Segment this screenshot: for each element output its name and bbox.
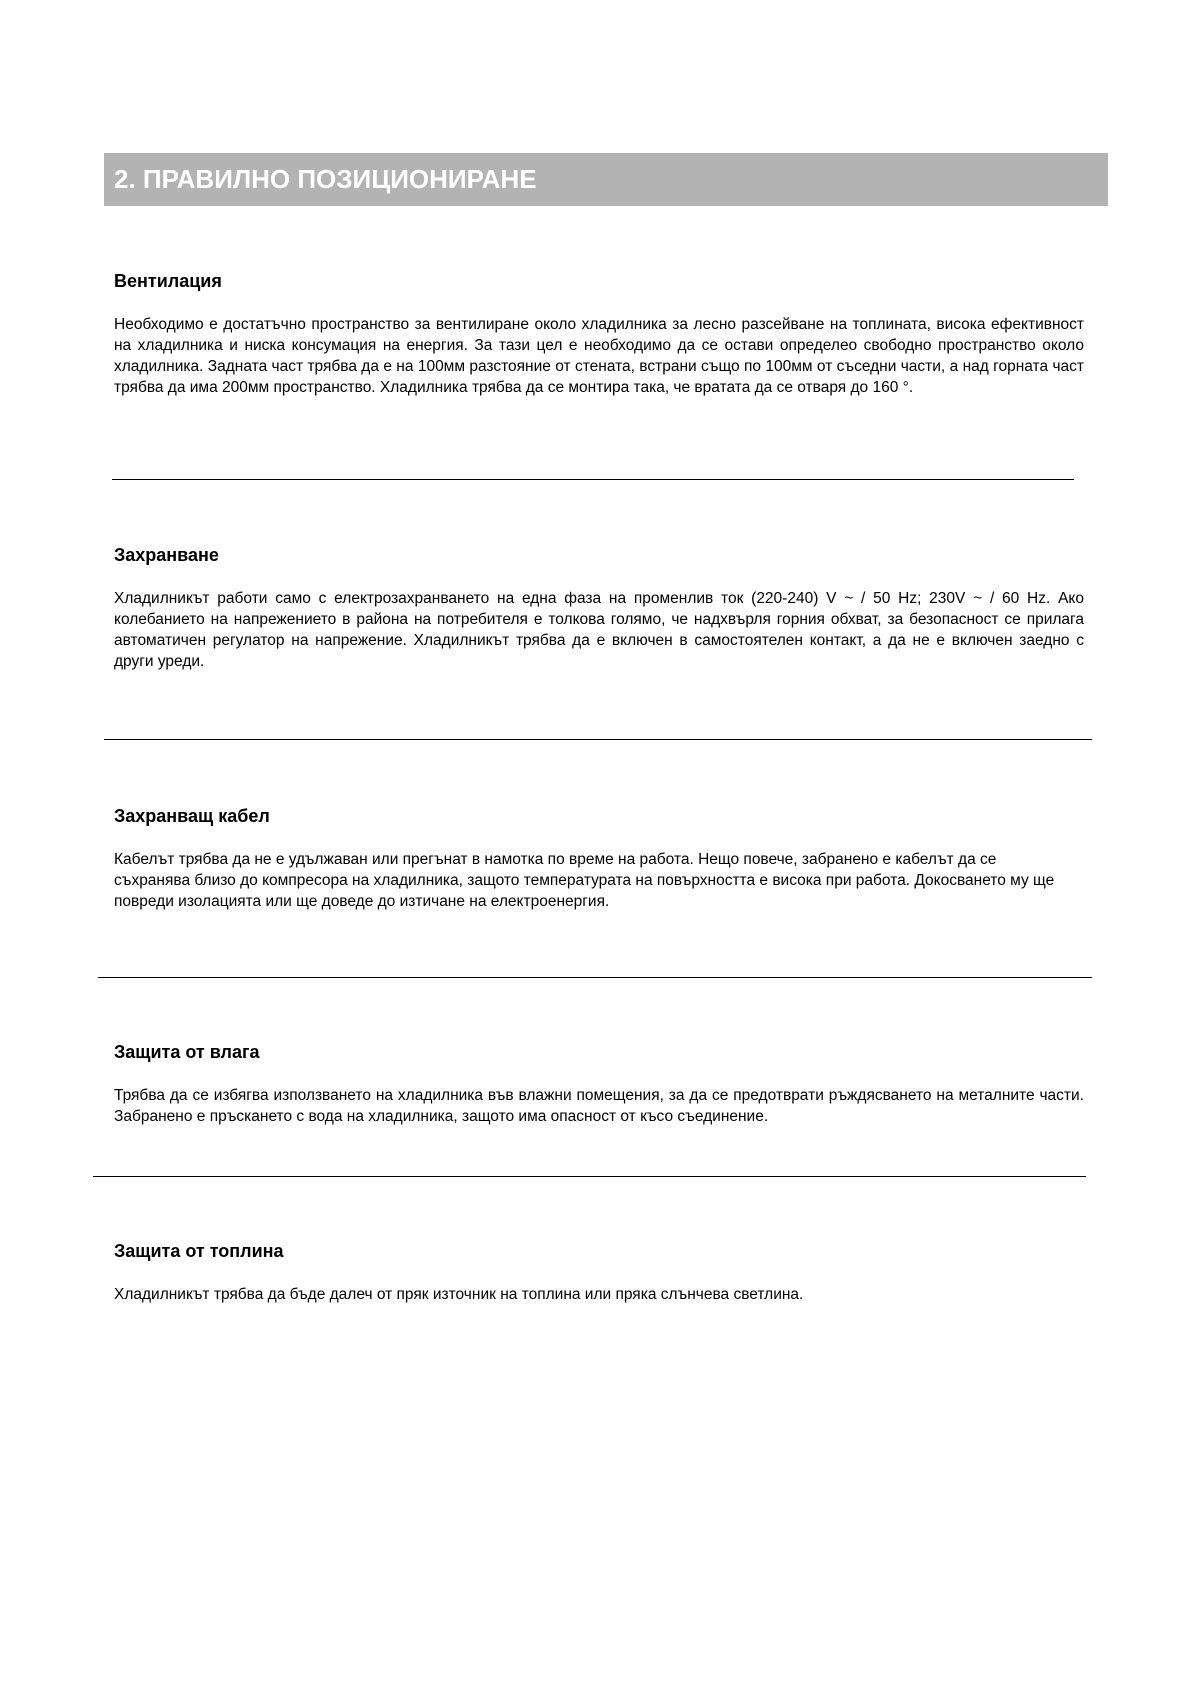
section-heading: Защита от топлина bbox=[114, 1241, 284, 1261]
section-heat-protection bbox=[114, 1240, 1084, 1305]
section-body: Хладилникът работи само с електрозахранването на една фаза на променлив ток (220-240) V ~ / 50 Hz; 230V ~ / 60 Hz. Ако колебанието на напрежението в района на потребителя е толкова голямо, че надхвърля горния обхват, за безопасност се прилага автоматичен регулатор на напрежение. Хладилникът трябва да е включен в самостоятелен контакт, а да не е включен заедно с други уреди. bbox=[114, 590, 1084, 670]
chapter-banner bbox=[104, 153, 1108, 206]
section-divider bbox=[98, 977, 1092, 978]
section-moisture-protection bbox=[114, 1041, 1084, 1127]
section-divider bbox=[112, 479, 1074, 480]
section-ventilation bbox=[114, 270, 1084, 398]
section-heading: Захранващ кабел bbox=[114, 806, 270, 826]
section-body: Хладилникът трябва да бъде далеч от пряк източник на топлина или пряка слънчева светлина. bbox=[114, 1286, 804, 1303]
section-body: Кабелът трябва да не е удължаван или прегънат в намотка по време на работа. Нещо повече, забранено е кабелът да се съхранява близо до компресора на хладилника, защото температурата на повърхността е висока при работа. Докосването му ще повреди изолацията или ще доведе до изтичане на електроенергия. bbox=[114, 851, 1055, 910]
section-heading: Захранване bbox=[114, 545, 219, 565]
section-body: Необходимо е достатъчно пространство за вентилиране около хладилника за лесно разсейване на топлината, висока ефективност на хладилника и ниска консумация на енергия. За тази цел е необходимо да се остави определео свободно пространство около хладилника. Задната част трябва да е на 100мм разстояние от стената, встрани също по 100мм от съседни части, а над горната част трябва да има 200мм пространство. Хладилника трябва да се монтира така, че вратата да се отваря до 160 °. bbox=[114, 316, 1084, 396]
chapter-title: 2. ПРАВИЛНО ПОЗИЦИОНИРАНЕ bbox=[114, 164, 537, 194]
section-body: Трябва да се избягва използването на хладилника във влажни помещения, за да се предотврати ръждясването на металните части. Забранено е пръскането с вода на хладилника, защото има опасност от късо съединение. bbox=[114, 1087, 1084, 1125]
section-power-supply bbox=[114, 544, 1084, 672]
section-divider bbox=[93, 1176, 1086, 1177]
section-heading: Защита от влага bbox=[114, 1042, 260, 1062]
section-power-cable bbox=[114, 805, 1074, 912]
section-divider bbox=[104, 739, 1092, 740]
section-heading: Вентилация bbox=[114, 271, 222, 291]
